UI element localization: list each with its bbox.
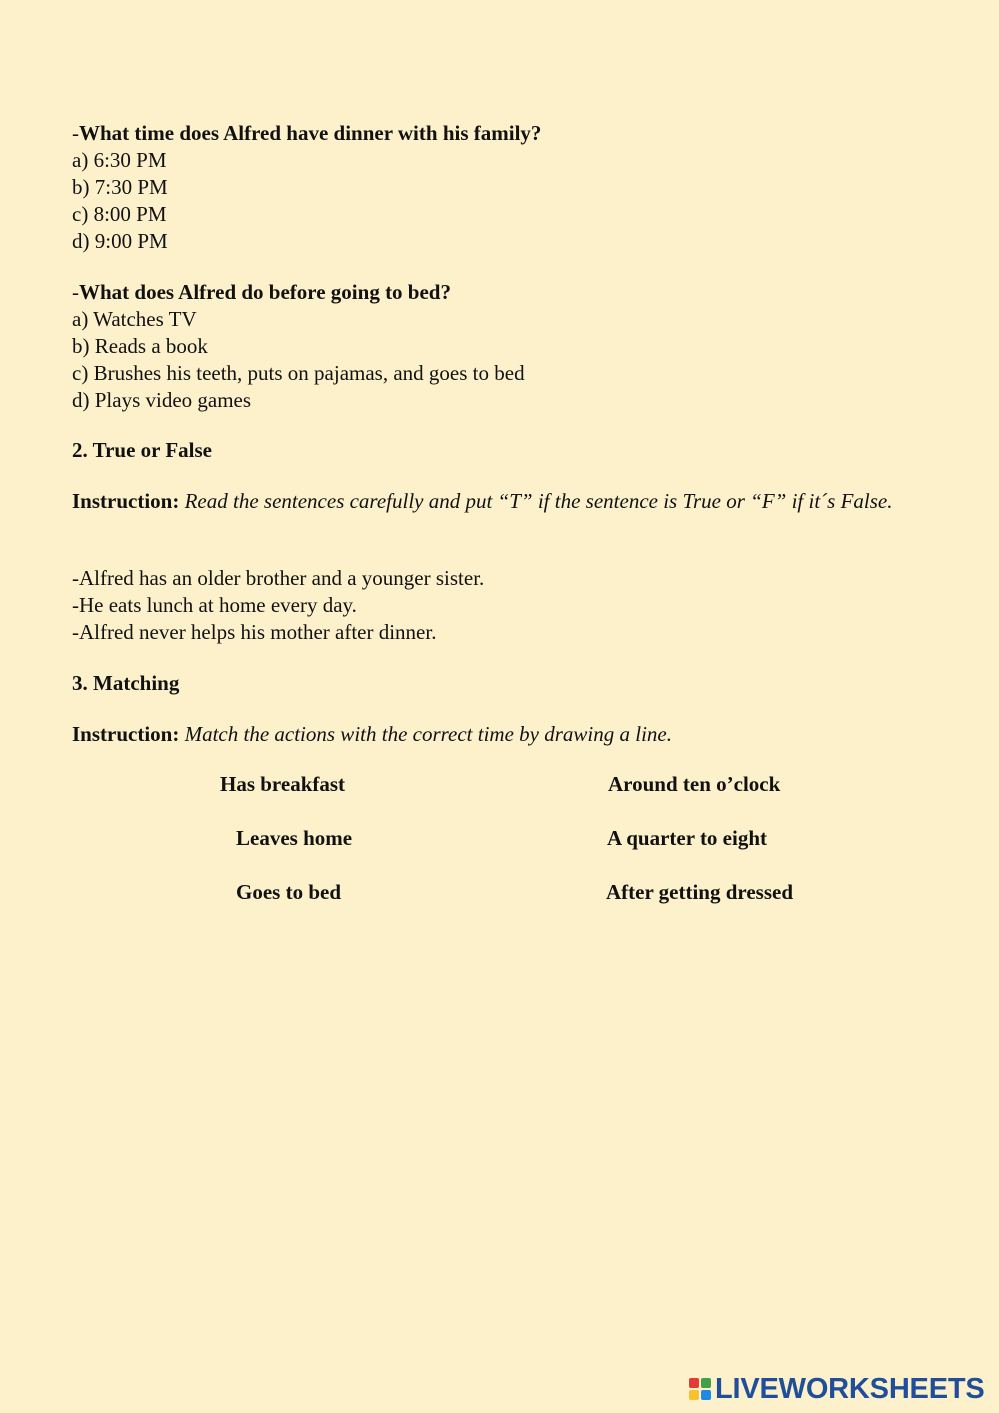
question-1-title: -What time does Alfred have dinner with his family? [72,121,542,145]
section-2-instruction [72,488,942,515]
question-1-option-d: d) 9:00 PM [72,229,168,253]
question-2-option-a: a) Watches TV [72,307,197,331]
true-false-statements [72,565,484,646]
section-2-instruction-text: Read the sentences carefully and put “T” if the sentence is True or “F” if it´s False. [184,489,893,513]
statement-1: -Alfred has an older brother and a younger sister. [72,566,485,590]
logo-square-green [701,1378,711,1388]
section-3-heading: 3. Matching [72,671,180,695]
match-left-1: Has breakfast [220,772,346,796]
logo-square-yellow [689,1390,699,1400]
question-2 [72,279,525,414]
question-2-option-c: c) Brushes his teeth, puts on pajamas, and goes to bed [72,361,525,385]
match-left-2: Leaves home [236,826,353,850]
section-3-instruction-label: Instruction: [72,722,180,746]
question-1 [72,120,541,255]
section-3-instruction-text: Match the actions with the correct time by drawing a line. [184,722,672,746]
question-2-title: -What does Alfred do before going to bed? [72,280,451,304]
match-right-2: A quarter to eight [607,826,768,850]
liveworksheets-logo-text: LIVEWORKSHEETS [715,1372,985,1405]
section-2-instruction-label: Instruction: [72,489,180,513]
question-1-option-b: b) 7:30 PM [72,175,168,199]
liveworksheets-logo-icon [689,1378,711,1400]
question-2-option-b: b) Reads a book [72,334,208,358]
logo-square-blue [701,1390,711,1400]
section-3-instruction [72,721,942,748]
logo-square-red [689,1378,699,1388]
section-2-heading: 2. True or False [72,438,212,462]
match-right-1: Around ten o’clock [608,772,781,796]
match-right-3: After getting dressed [606,880,794,904]
match-left-3: Goes to bed [236,880,341,904]
statement-3: -Alfred never helps his mother after dinner. [72,620,437,644]
statement-2: -He eats lunch at home every day. [72,593,357,617]
question-1-option-a: a) 6:30 PM [72,148,167,172]
question-1-option-c: c) 8:00 PM [72,202,167,226]
liveworksheets-logo[interactable] [689,1373,985,1405]
question-2-option-d: d) Plays video games [72,388,252,412]
